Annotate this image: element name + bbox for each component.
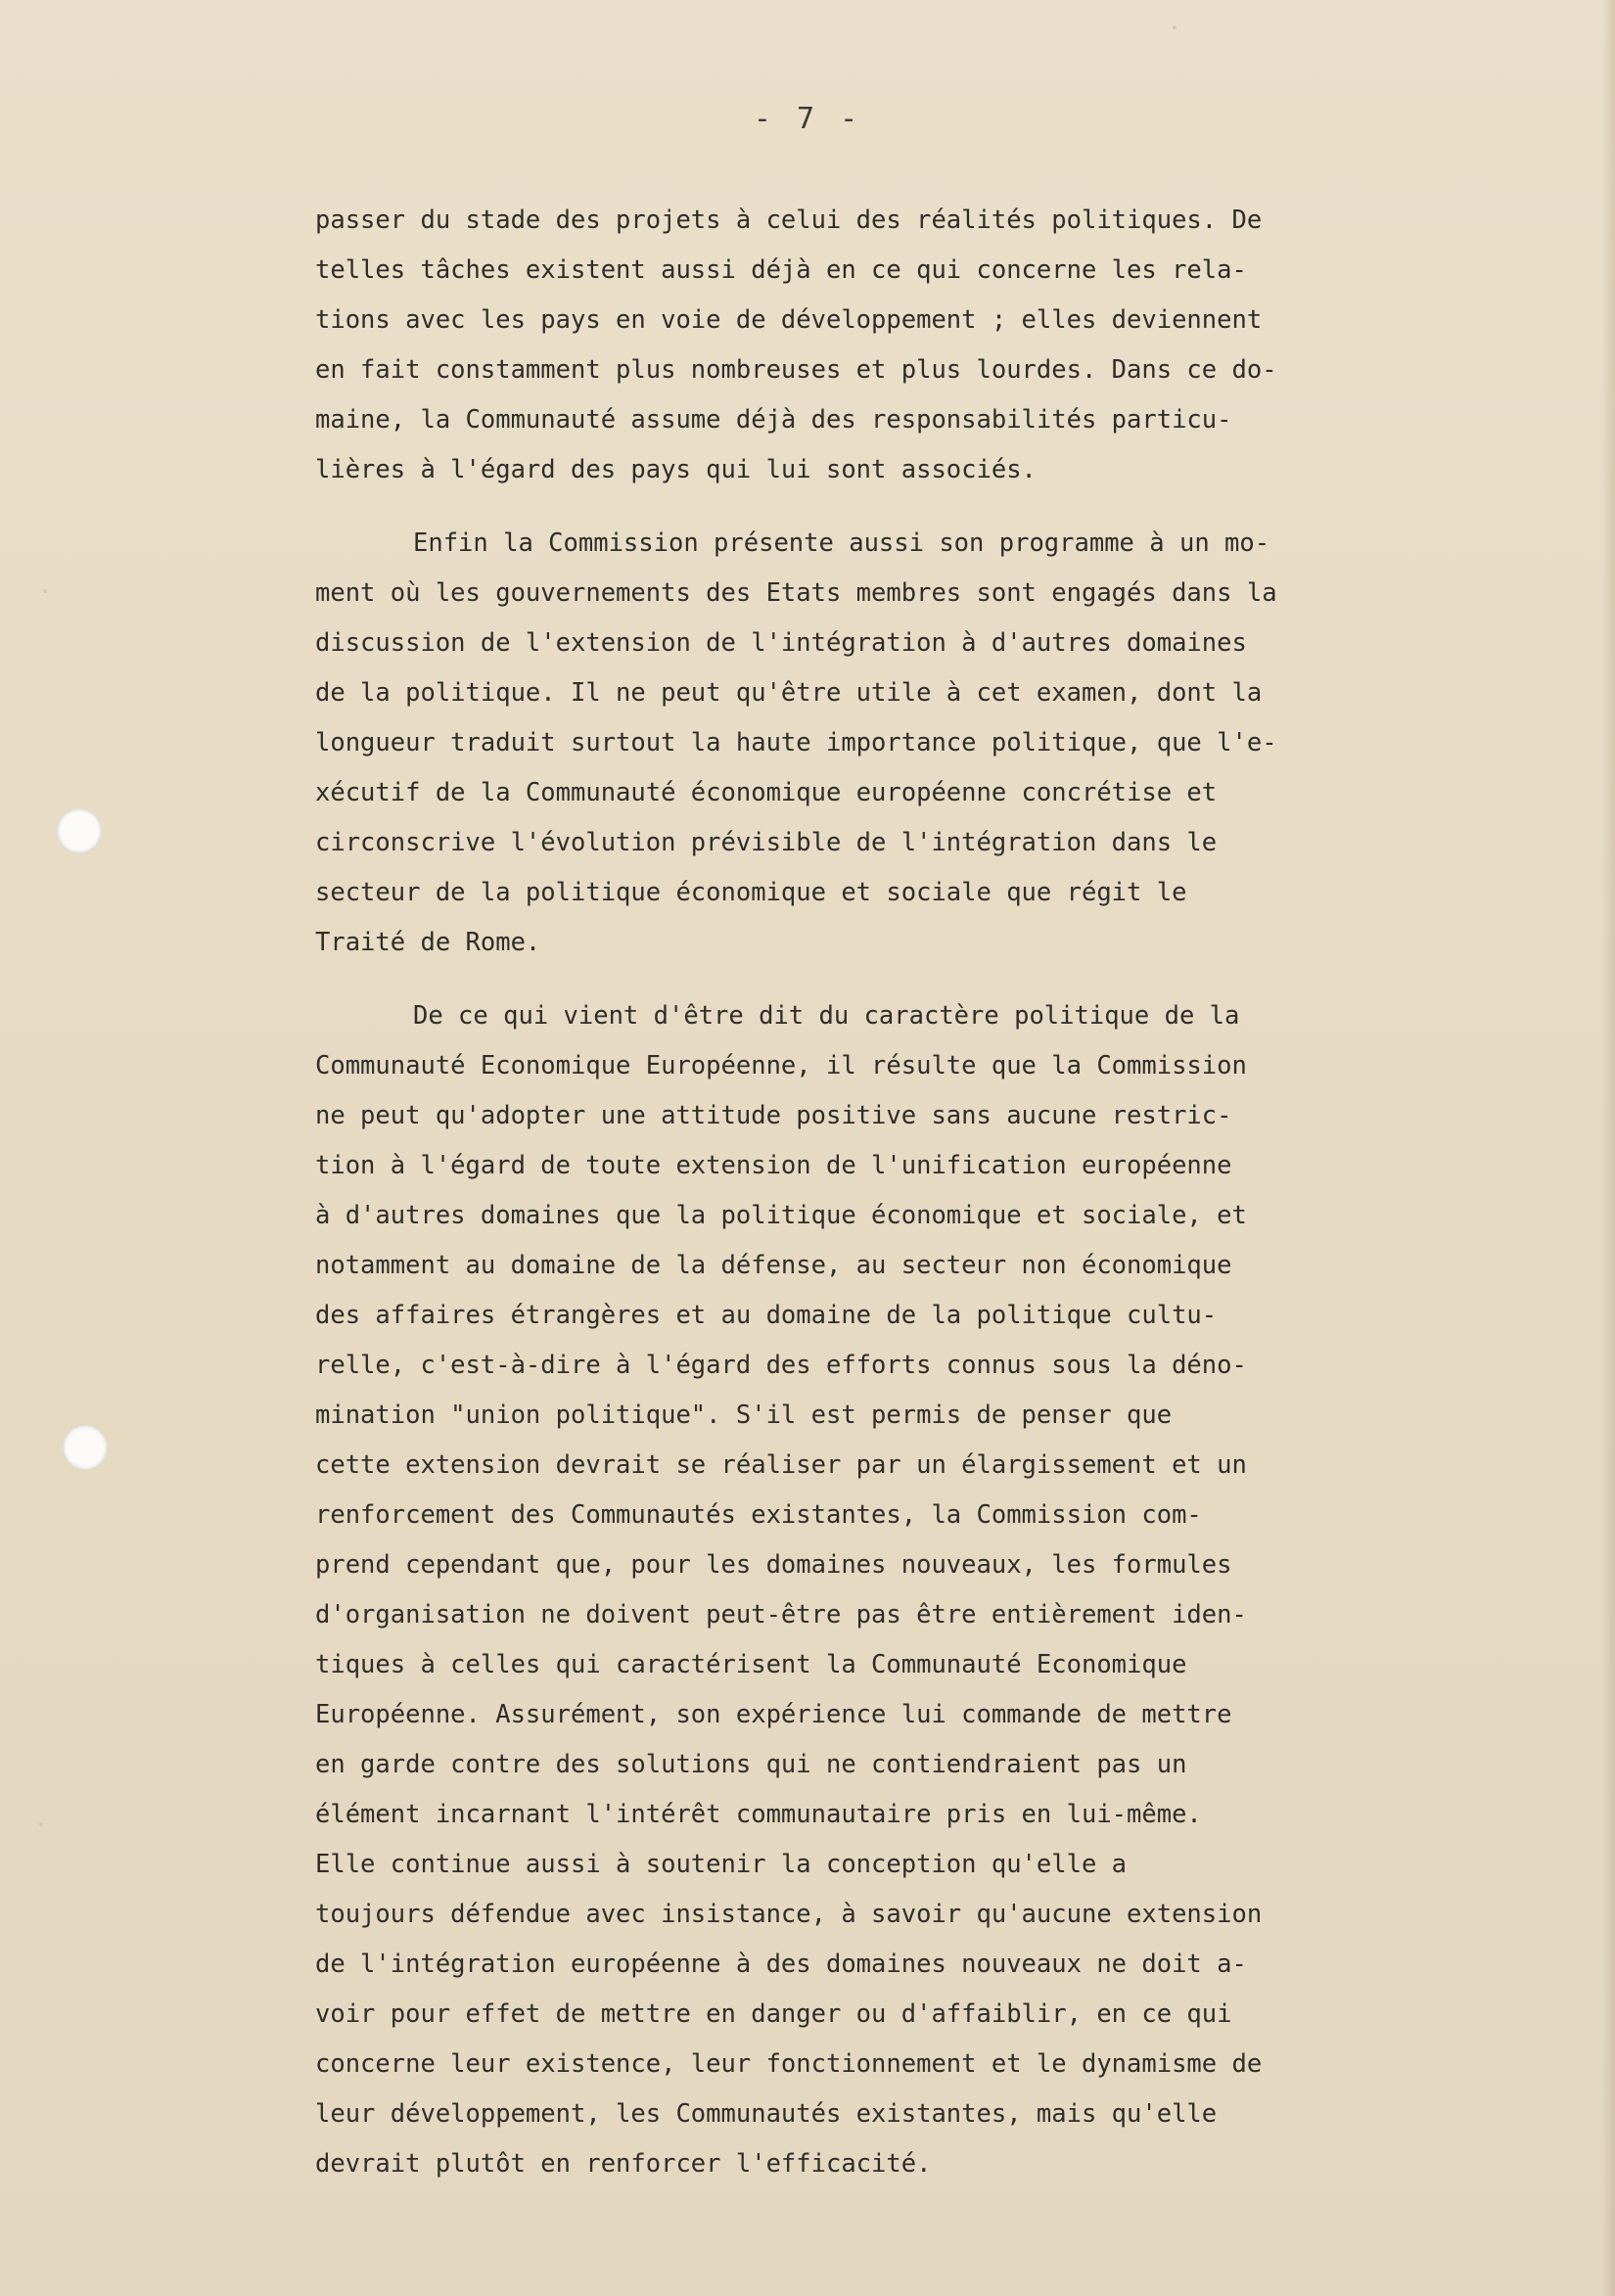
text-line: ment où les gouvernements des Etats membres sont engagés dans la — [315, 578, 1277, 608]
text-line: élément incarnant l'intérêt communautaire pris en lui-même. — [315, 1800, 1202, 1829]
page-edge-shadow — [1601, 0, 1615, 2296]
document-body — [315, 196, 1441, 2213]
text-line: toujours défendue avec insistance, à savoir qu'aucune extension — [315, 1900, 1263, 1929]
text-line: tion à l'égard de toute extension de l'unification européenne — [315, 1151, 1232, 1180]
text-line: passer du stade des projets à celui des réalités politiques. De — [315, 206, 1263, 235]
text-line: secteur de la politique économique et sociale que régit le — [315, 878, 1187, 907]
text-line: ne peut qu'adopter une attitude positive sans aucune restric- — [315, 1101, 1232, 1130]
text-line: lières à l'égard des pays qui lui sont associés. — [315, 455, 1037, 484]
text-line: notamment au domaine de la défense, au secteur non économique — [315, 1251, 1232, 1280]
text-line: renforcement des Communautés existantes, la Commission com- — [315, 1500, 1202, 1530]
text-line: à d'autres domaines que la politique économique et sociale, et — [315, 1201, 1247, 1230]
page-number: - 7 - — [753, 102, 862, 136]
text-line: Enfin la Commission présente aussi son programme à un mo- — [413, 528, 1270, 558]
paragraph — [315, 991, 1441, 2189]
punch-hole-bottom — [63, 1425, 108, 1470]
text-line: voir pour effet de mettre en danger ou d'affaiblir, en ce qui — [315, 1999, 1232, 2029]
text-line: tions avec les pays en voie de développement ; elles deviennent — [315, 305, 1263, 335]
text-line: devrait plutôt en renforcer l'efficacité. — [315, 2149, 932, 2179]
text-line: telles tâches existent aussi déjà en ce qui concerne les rela- — [315, 255, 1247, 285]
text-line: Traité de Rome. — [315, 928, 541, 957]
text-line: cette extension devrait se réaliser par un élargissement et un — [315, 1450, 1247, 1480]
paper-speck — [1173, 25, 1177, 29]
text-line: en garde contre des solutions qui ne contiendraient pas un — [315, 1750, 1187, 1779]
text-line: tiques à celles qui caractérisent la Communauté Economique — [315, 1650, 1187, 1679]
text-line: xécutif de la Communauté économique européenne concrétise et — [315, 778, 1218, 807]
text-line: en fait constamment plus nombreuses et plus lourdes. Dans ce do- — [315, 355, 1277, 385]
text-line: d'organisation ne doivent peut-être pas être entièrement iden- — [315, 1600, 1247, 1630]
text-line: discussion de l'extension de l'intégration à d'autres domaines — [315, 628, 1247, 658]
punch-hole-top — [57, 808, 102, 853]
text-line: De ce qui vient d'être dit du caractère politique de la — [413, 1001, 1240, 1031]
text-line: de la politique. Il ne peut qu'être utile à cet examen, dont la — [315, 678, 1263, 708]
text-line: leur développement, les Communautés existantes, mais qu'elle — [315, 2099, 1218, 2129]
paper-speck — [39, 1822, 43, 1826]
text-line: des affaires étrangères et au domaine de la politique cultu- — [315, 1301, 1218, 1330]
text-line: de l'intégration européenne à des domaines nouveaux ne doit a- — [315, 1950, 1247, 1979]
text-line: maine, la Communauté assume déjà des responsabilités particu- — [315, 405, 1232, 435]
text-line: mination "union politique". S'il est permis de penser que — [315, 1401, 1173, 1430]
paragraph — [315, 519, 1441, 968]
paragraph — [315, 196, 1441, 495]
paper-speck — [43, 589, 47, 593]
text-line: longueur traduit surtout la haute importance politique, que l'e- — [315, 728, 1277, 758]
text-line: circonscrive l'évolution prévisible de l'intégration dans le — [315, 828, 1218, 857]
text-line: Européenne. Assurément, son expérience lui commande de mettre — [315, 1700, 1232, 1729]
text-line: prend cependant que, pour les domaines nouveaux, les formules — [315, 1550, 1232, 1580]
text-line: relle, c'est-à-dire à l'égard des efforts connus sous la déno- — [315, 1351, 1247, 1380]
text-line: Communauté Economique Européenne, il résulte que la Commission — [315, 1051, 1247, 1080]
text-line: concerne leur existence, leur fonctionnement et le dynamisme de — [315, 2049, 1263, 2079]
text-line: Elle continue aussi à soutenir la conception qu'elle a — [315, 1850, 1128, 1879]
